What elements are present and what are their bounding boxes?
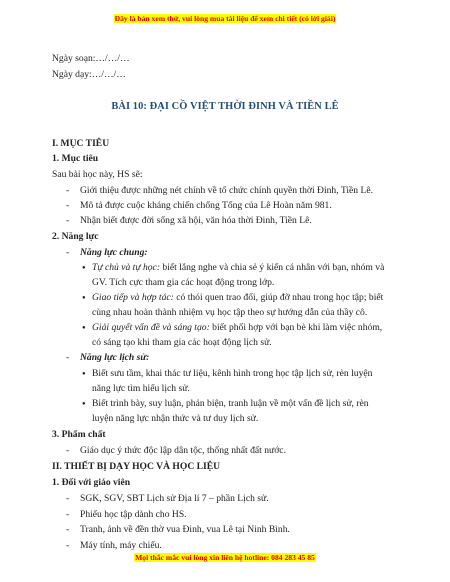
dash-marker: - xyxy=(66,509,70,520)
list-item: Máy tính, máy chiếu. xyxy=(80,540,162,551)
list-item: Giới thiệu được những nét chính về tổ chức chính quyền thời Đinh, Tiền Lê. xyxy=(80,185,374,196)
goal-intro: Sau bài học này, HS sẽ: xyxy=(52,169,143,180)
subsection-heading: 3. Phẩm chất xyxy=(52,429,106,440)
list-item: Mô tả được cuộc kháng chiến chống Tống của Lê Hoàn năm 981. xyxy=(80,200,332,211)
subsection-heading: 2. Năng lực xyxy=(52,231,99,242)
dash-marker: - xyxy=(66,524,70,535)
list-item: Biết trình bày, suy luận, phản biện, tranh luận về một vấn đề lịch sử, rèn xyxy=(92,398,369,409)
list-item: Giải quyết vấn đề và sáng tạo: biết phối hợp với bạn bè khi làm việc nhóm, xyxy=(92,322,383,333)
dash-marker: - xyxy=(66,493,70,504)
teach-date: Ngày dạy:…/…/… xyxy=(52,69,126,80)
prep-date: Ngày soạn:…/…/… xyxy=(52,53,130,64)
dash-marker: - xyxy=(66,215,70,226)
bullet-marker: ● xyxy=(82,295,86,301)
list-item: Biết sưu tầm, khai thác tư liệu, kênh hình trong học tập lịch sử, rèn luyện xyxy=(92,368,373,379)
bullet-marker: ● xyxy=(82,325,86,331)
bullet-marker: ● xyxy=(82,265,86,271)
competence-label: Năng lực lịch sử: xyxy=(80,352,150,363)
header-notice: Đây là bản xem thử, vui lòng mua tài liệu để xem chi tiết (có lời giải) xyxy=(114,14,336,23)
list-item-continuation: cùng nhau hoàn thành nhiệm vụ học tập theo sự hướng dẫn của thầy cô. xyxy=(92,307,368,318)
dash-marker: - xyxy=(66,540,70,551)
dash-marker: - xyxy=(66,352,70,363)
dash-marker: - xyxy=(66,247,70,258)
footer-notice: Mọi thắc mắc vui lòng xin liên hệ hotline: 084 283 45 85 xyxy=(135,553,315,562)
list-item: Tự chủ và tự học: biết lắng nghe và chia sẻ ý kiến cá nhân với bạn, nhóm và xyxy=(92,262,385,273)
section-heading: I. MỤC TIÊU xyxy=(52,138,110,149)
list-item-continuation: có sáng tạo khi tham gia các hoạt động lịch sử. xyxy=(92,337,272,348)
list-item: Tranh, ảnh về đền thờ vua Đinh, vua Lê tại Ninh Bình. xyxy=(80,524,290,535)
subsection-heading: 1. Mục tiêu xyxy=(52,153,99,164)
dash-marker: - xyxy=(66,200,70,211)
list-item: Nhận biết được đời sống xã hội, văn hóa thời Đinh, Tiền Lê. xyxy=(80,215,312,226)
list-item-continuation: luyện năng lực nhận thức và tư duy lịch sử. xyxy=(92,413,259,424)
dash-marker: - xyxy=(66,185,70,196)
list-item-continuation: GV. Tích cực tham gia các hoạt động trong lớp. xyxy=(92,277,275,288)
lesson-title: BÀI 10: ĐẠI CỒ VIỆT THỜI ĐINH VÀ TIỀN LÊ xyxy=(111,101,339,112)
bullet-marker: ● xyxy=(82,401,86,407)
subsection-heading: 1. Đối với giáo viên xyxy=(52,477,131,488)
section-heading: II. THIẾT BỊ DẠY HỌC VÀ HỌC LIỆU xyxy=(52,461,221,472)
list-item: Giáo dục ý thức độc lập dân tộc, thống nhất đất nước. xyxy=(80,445,286,456)
list-item: Giao tiếp và hợp tác: có thói quen trao đổi, giúp đỡ nhau trong học tập; biết xyxy=(92,292,384,303)
competence-label: Năng lực chung: xyxy=(80,247,148,258)
list-item: SGK, SGV, SBT Lịch sử Địa lí 7 – phần Lịch sử. xyxy=(80,493,269,504)
list-item-continuation: năng lực tìm hiểu lịch sử. xyxy=(92,383,190,394)
bullet-marker: ● xyxy=(82,371,86,377)
list-item: Phiếu học tập dành cho HS. xyxy=(80,509,187,520)
dash-marker: - xyxy=(66,445,70,456)
